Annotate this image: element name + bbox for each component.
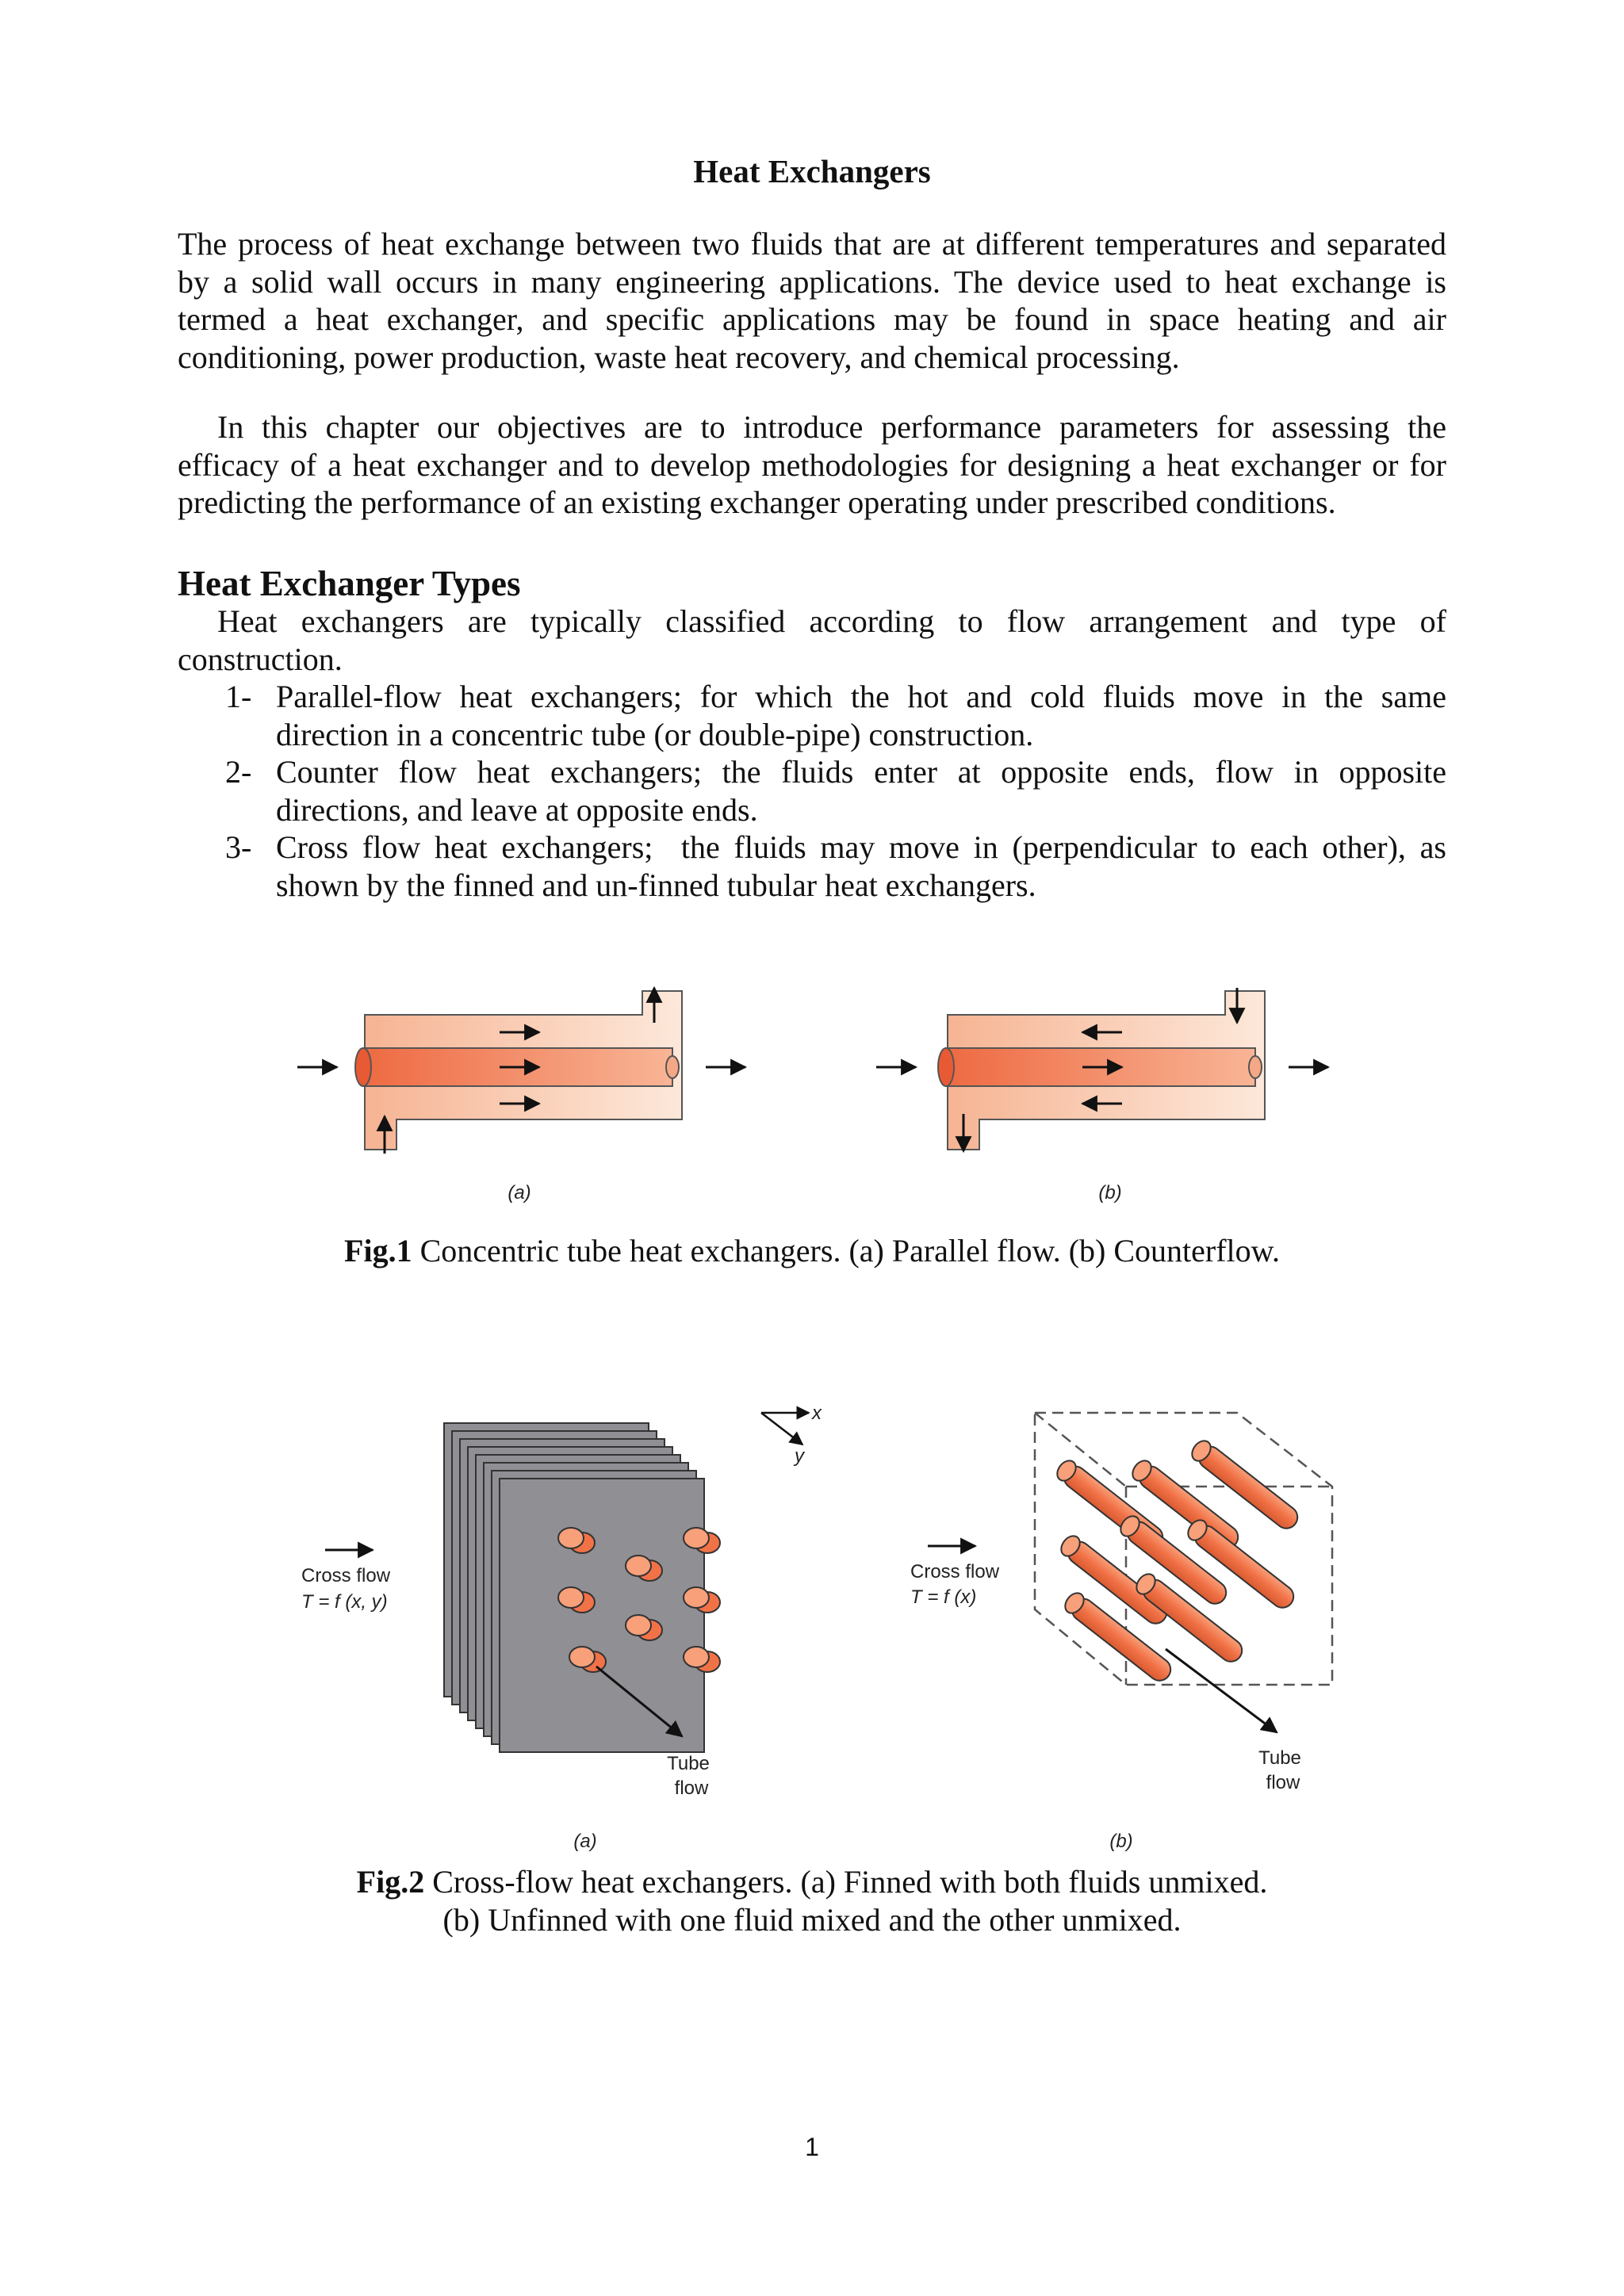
fig1-caption <box>0 1232 1624 1270</box>
list-item-line: direction in a concentric tube (or double-pipe) construction. <box>276 716 1034 752</box>
fig2b-tube-label: Tube <box>1258 1747 1301 1769</box>
page-number: 1 <box>805 2133 819 2161</box>
fig1-label-a: (a) <box>508 1182 531 1203</box>
types-intro-line: Heat exchangers are typically classified according to flow arrangement and type of <box>217 603 1446 639</box>
fig2-caption-line1 <box>0 1863 1624 1901</box>
fig2-caption-text-2: (b) Unfinned with one fluid mixed and the other unmixed. <box>442 1902 1182 1938</box>
types-intro-paragraph <box>178 603 1446 678</box>
fig2b-temperature-label: T = f (x) <box>910 1586 977 1608</box>
objectives-line: efficacy of a heat exchanger and to develop methodologies for designing a heat exchanger or for <box>178 446 1446 483</box>
fig2-caption-text-1: Cross-flow heat exchangers. (a) Finned with both fluids unmixed. <box>424 1864 1268 1900</box>
intro-line: conditioning, power production, waste heat recovery, and chemical processing. <box>178 339 1180 375</box>
list-item-line: Cross flow heat exchangers; the fluids may move in (perpendicular to each other), as <box>276 829 1446 865</box>
figure-1-concentric-tubes <box>285 975 1348 1213</box>
intro-line: by a solid wall occurs in many engineering applications. The device used to heat exchange is <box>178 263 1446 300</box>
fig2b-flow-label: flow <box>1266 1772 1300 1793</box>
document-title: Heat Exchangers <box>693 153 931 189</box>
fig2-label-a: (a) <box>573 1831 597 1852</box>
list-item <box>225 678 1446 753</box>
unfinned-cross-flow-diagram <box>910 1413 1332 1852</box>
intro-paragraph <box>178 225 1446 376</box>
fig1-caption-text: Concentric tube heat exchangers. (a) Parallel flow. (b) Counterflow. <box>412 1233 1280 1269</box>
types-intro-line: construction. <box>178 641 343 677</box>
list-item-number: 1- <box>225 679 252 714</box>
list-item-line: directions, and leave at opposite ends. <box>276 791 758 828</box>
section-heading: Heat Exchanger Types <box>178 564 521 603</box>
fig2a-flow-label: flow <box>674 1777 709 1799</box>
fig2a-temperature-label: T = f (x, y) <box>301 1591 388 1613</box>
list-item-line: Counter flow heat exchangers; the fluids enter at opposite ends, flow in opposite <box>276 754 1446 790</box>
list-item <box>225 828 1446 904</box>
intro-line: termed a heat exchanger, and specific applications may be found in space heating and air <box>178 301 1446 337</box>
objectives-line: In this chapter our objectives are to introduce performance parameters for assessing the <box>217 409 1446 445</box>
list-item-number: 2- <box>225 754 252 790</box>
fig1-label-b: (b) <box>1098 1182 1122 1203</box>
objectives-paragraph <box>178 408 1446 522</box>
figure-2-cross-flow <box>285 1395 1348 1855</box>
fig2b-cross-flow-label: Cross flow <box>910 1561 1000 1582</box>
fig2-label-b: (b) <box>1109 1831 1133 1852</box>
list-item-line: shown by the finned and un-finned tubular heat exchangers. <box>276 867 1036 903</box>
tube-rows <box>1054 1437 1302 1686</box>
fig1-caption-label: Fig.1 <box>344 1233 412 1269</box>
fig2-caption <box>0 1863 1624 1939</box>
list-item-number: 3- <box>225 829 252 865</box>
list-item-line: Parallel-flow heat exchangers; for which the hot and cold fluids move in the same <box>276 679 1446 714</box>
axis-x-label: x <box>812 1402 822 1424</box>
list-item <box>225 753 1446 828</box>
parallel-flow-diagram <box>297 988 745 1203</box>
counterflow-diagram <box>876 988 1328 1203</box>
finned-cross-flow-diagram <box>301 1402 822 1852</box>
fig2a-tube-label: Tube <box>667 1753 710 1774</box>
types-list <box>225 678 1446 904</box>
axis-y-label: y <box>795 1445 804 1467</box>
fig2-caption-label: Fig.2 <box>356 1864 425 1900</box>
objectives-line: predicting the performance of an existing exchanger operating under prescribed conditions. <box>178 484 1336 520</box>
intro-line: The process of heat exchange between two fluids that are at different temperatures and separated <box>178 226 1446 262</box>
fig2a-cross-flow-label: Cross flow <box>301 1565 391 1586</box>
